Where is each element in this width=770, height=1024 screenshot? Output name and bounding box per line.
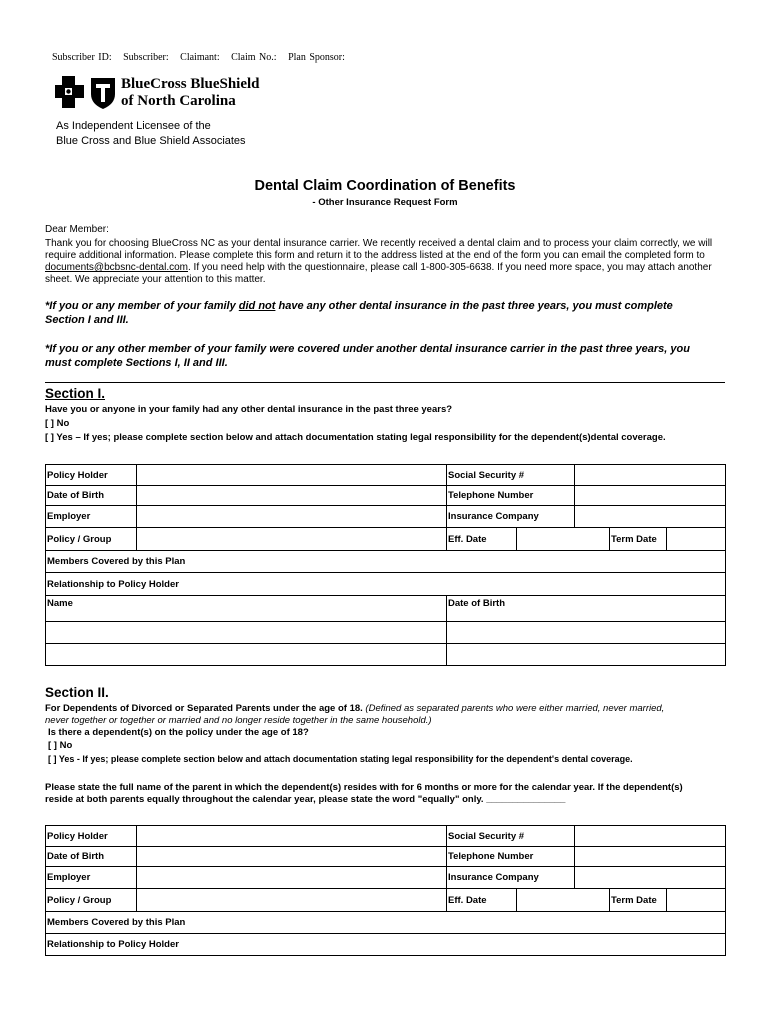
note-other-insurance: *If you or any other member of your family were covered under another dental insurance carrier in the past three years, you must complete Sections I, II and III.: [45, 343, 690, 369]
subscriber-id-label: Subscriber ID:: [52, 52, 112, 63]
section-2-no-checkbox[interactable]: [ ] No: [48, 740, 73, 751]
blue-shield-icon: [91, 78, 115, 109]
letter-body: [45, 238, 725, 286]
form-subtitle: - Other Insurance Request Form: [312, 197, 458, 208]
member-name-field[interactable]: [46, 644, 447, 666]
letter-line-1: Thank you for choosing BlueCross NC as your dental insurance carrier. We recently received a dental claim and to process your claim correctly, we will: [45, 238, 713, 249]
section-1-heading: Section I.: [45, 386, 106, 401]
section-1-yes-checkbox[interactable]: [ ] Yes – If yes; please complete section below and attach documentation stating legal responsibility for the dependent(s)dental coverage.: [45, 432, 666, 443]
policy-holder-field[interactable]: [137, 465, 447, 486]
eff-date-field[interactable]: [517, 528, 610, 551]
section-2-yes-checkbox[interactable]: [ ] Yes - If yes; please complete section below and attach documentation stating legal responsibility for the dependent's dental coverage.: [48, 754, 633, 764]
policy-group-label: Policy / Group: [46, 528, 137, 551]
members-covered-label: Members Covered by this Plan: [46, 551, 726, 573]
section-divider: [45, 382, 725, 383]
plan-sponsor-label: Plan Sponsor:: [288, 52, 345, 63]
note-no-insurance: *If you or any member of your family did not have any other dental insurance in the past three years, you must complete Section I and III.: [45, 300, 673, 326]
email-link[interactable]: documents@bcbsnc-dental.com: [45, 262, 188, 273]
section-1-question: Have you or anyone in your family had any other dental insurance in the past three years?: [45, 404, 453, 415]
phone-label: Telephone Number: [447, 847, 575, 867]
employer-field[interactable]: [137, 867, 447, 889]
policy-holder-label: Policy Holder: [46, 826, 137, 847]
employer-label: Employer: [46, 867, 137, 889]
section-2-definition: For Dependents of Divorced or Separated Parents under the age of 18. (Defined as separated parents who were either married, never married, never together or together or married and no longer reside together in the same household.): [45, 703, 665, 726]
eff-date-field[interactable]: [517, 889, 610, 912]
section-1-table: [45, 464, 726, 666]
insurance-company-label: Insurance Company: [447, 867, 575, 889]
eff-date-label: Eff. Date: [447, 889, 517, 912]
section-2-heading: Section II.: [45, 685, 109, 700]
licensee-line-2: Blue Cross and Blue Shield Associates: [56, 135, 246, 147]
phone-field[interactable]: [575, 486, 726, 506]
dob-label: Date of Birth: [46, 847, 137, 867]
claimant-label: Claimant:: [180, 52, 220, 63]
letter-greeting: Dear Member:: [45, 224, 109, 235]
letter-line-3: [45, 262, 725, 274]
policy-holder-field[interactable]: [137, 826, 447, 847]
ssn-label: Social Security #: [447, 465, 575, 486]
member-dob-label: Date of Birth: [447, 596, 726, 622]
insurance-company-label: Insurance Company: [447, 506, 575, 528]
term-date-field[interactable]: [667, 889, 726, 912]
policy-holder-label: Policy Holder: [46, 465, 137, 486]
brand-region: of North Carolina: [121, 93, 236, 109]
relationship-label: Relationship to Policy Holder: [46, 573, 726, 596]
relationship-label: Relationship to Policy Holder: [46, 934, 726, 956]
form-title: Dental Claim Coordination of Benefits: [254, 178, 516, 194]
members-covered-label: Members Covered by this Plan: [46, 912, 726, 934]
dob-label: Date of Birth: [46, 486, 137, 506]
header-fields: [52, 52, 353, 63]
term-date-label: Term Date: [610, 889, 667, 912]
section-2-parent-instructions: Please state the full name of the parent in which the dependent(s) resides with for 6 months or more for the calendar year. If the dependent(s) reside at both parents equally throughout the calendar year, please state the word "equally" only. _______________: [45, 782, 683, 805]
ssn-field[interactable]: [575, 826, 726, 847]
employer-field[interactable]: [137, 506, 447, 528]
letter-line-2: require additional information. Please complete this form and return it to the address listed at the end of the form you can email the completed form to: [45, 250, 705, 261]
dob-field[interactable]: [137, 486, 447, 506]
eff-date-label: Eff. Date: [447, 528, 517, 551]
policy-group-label: Policy / Group: [46, 889, 137, 912]
member-dob-field[interactable]: [447, 644, 726, 666]
blue-cross-icon: [55, 76, 84, 108]
licensee-line-1: As Independent Licensee of the: [56, 120, 211, 132]
letter-line-3-rest: . If you need help with the questionnaire, please call 1-800-305-6638. If you need more space, you may attach another: [188, 262, 712, 273]
term-date-field[interactable]: [667, 528, 726, 551]
dob-field[interactable]: [137, 847, 447, 867]
member-name-field[interactable]: [46, 622, 447, 644]
policy-group-field[interactable]: [137, 889, 447, 912]
claim-no-label: Claim No.:: [231, 52, 277, 63]
insurance-company-field[interactable]: [575, 867, 726, 889]
ssn-label: Social Security #: [447, 826, 575, 847]
section-2-question: Is there a dependent(s) on the policy under the age of 18?: [48, 727, 309, 738]
term-date-label: Term Date: [610, 528, 667, 551]
phone-label: Telephone Number: [447, 486, 575, 506]
bcbs-logo: [55, 76, 119, 110]
policy-group-field[interactable]: [137, 528, 447, 551]
subscriber-label: Subscriber:: [123, 52, 169, 63]
member-dob-field[interactable]: [447, 622, 726, 644]
employer-label: Employer: [46, 506, 137, 528]
ssn-field[interactable]: [575, 465, 726, 486]
letter-line-4: sheet. We appreciate your attention to this matter.: [45, 274, 266, 285]
insurance-company-field[interactable]: [575, 506, 726, 528]
did-not-emphasis: did not: [238, 300, 276, 312]
section-2-table: [45, 825, 726, 956]
section-1-no-checkbox[interactable]: [ ] No: [45, 418, 70, 429]
brand-name: BlueCross BlueShield: [121, 76, 260, 92]
phone-field[interactable]: [575, 847, 726, 867]
member-name-label: Name: [46, 596, 447, 622]
